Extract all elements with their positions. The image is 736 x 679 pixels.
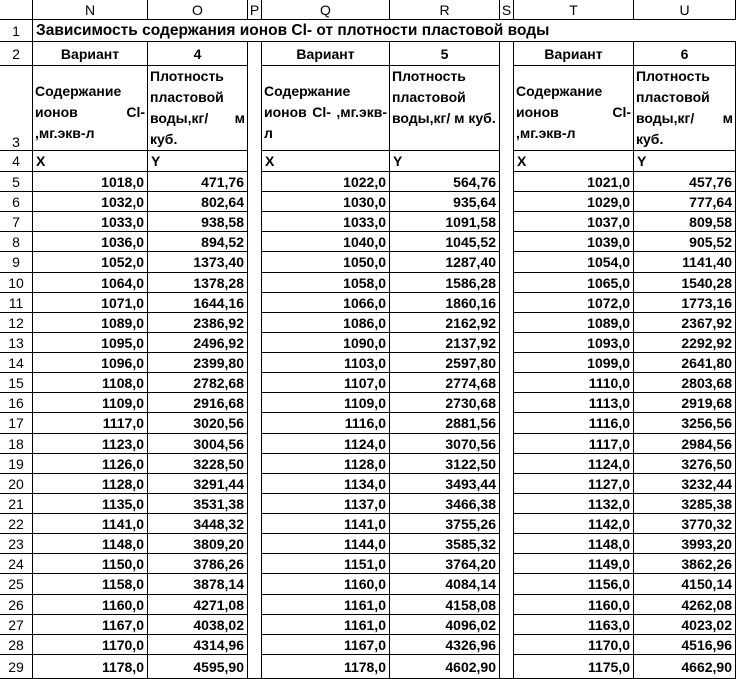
- y-value-cell[interactable]: 3256,56: [634, 413, 736, 433]
- x-value-cell[interactable]: 1163,0: [514, 615, 634, 635]
- y-header-cell[interactable]: Плотность пластовой воды,кг/ м куб.: [148, 66, 248, 151]
- row-header-14[interactable]: 14: [0, 353, 33, 373]
- y-value-cell[interactable]: 3448,32: [148, 514, 248, 534]
- x-value-cell[interactable]: 1178,0: [33, 655, 148, 679]
- x-value-cell[interactable]: 1150,0: [33, 554, 148, 574]
- y-value-cell[interactable]: 3232,44: [634, 474, 736, 494]
- x-value-cell[interactable]: 1029,0: [514, 192, 634, 212]
- x-axis-cell[interactable]: X: [33, 151, 148, 172]
- x-value-cell[interactable]: 1148,0: [514, 534, 634, 554]
- y-value-cell[interactable]: 894,52: [148, 232, 248, 252]
- x-value-cell[interactable]: 1160,0: [514, 595, 634, 615]
- x-value-cell[interactable]: 1127,0: [514, 474, 634, 494]
- x-value-cell[interactable]: 1128,0: [33, 474, 148, 494]
- y-value-cell[interactable]: 4158,08: [390, 595, 500, 615]
- row-header-4[interactable]: 4: [0, 151, 33, 172]
- row-header-1[interactable]: 1: [0, 20, 33, 42]
- x-value-cell[interactable]: 1161,0: [262, 615, 390, 635]
- x-value-cell[interactable]: 1037,0: [514, 212, 634, 232]
- x-value-cell[interactable]: 1022,0: [262, 172, 390, 192]
- row-header-17[interactable]: 17: [0, 413, 33, 433]
- y-value-cell[interactable]: 1540,28: [634, 273, 736, 293]
- x-value-cell[interactable]: 1161,0: [262, 595, 390, 615]
- x-value-cell[interactable]: 1160,0: [33, 595, 148, 615]
- x-value-cell[interactable]: 1086,0: [262, 313, 390, 333]
- row-header-27[interactable]: 27: [0, 615, 33, 635]
- x-value-cell[interactable]: 1116,0: [514, 413, 634, 433]
- y-value-cell[interactable]: 3755,26: [390, 514, 500, 534]
- x-axis-cell[interactable]: X: [262, 151, 390, 172]
- x-value-cell[interactable]: 1117,0: [33, 413, 148, 433]
- y-value-cell[interactable]: 2137,92: [390, 333, 500, 353]
- x-value-cell[interactable]: 1103,0: [262, 353, 390, 373]
- y-value-cell[interactable]: 2984,56: [634, 434, 736, 454]
- row-header-6[interactable]: 6: [0, 192, 33, 212]
- x-value-cell[interactable]: 1167,0: [33, 615, 148, 635]
- x-value-cell[interactable]: 1018,0: [33, 172, 148, 192]
- column-header-u[interactable]: U: [634, 0, 736, 20]
- column-header-s[interactable]: S: [500, 0, 514, 20]
- y-value-cell[interactable]: 1045,52: [390, 232, 500, 252]
- x-value-cell[interactable]: 1124,0: [514, 454, 634, 474]
- y-value-cell[interactable]: 2292,92: [634, 333, 736, 353]
- y-value-cell[interactable]: 1287,40: [390, 252, 500, 272]
- x-value-cell[interactable]: 1089,0: [514, 313, 634, 333]
- y-value-cell[interactable]: 4096,02: [390, 615, 500, 635]
- x-value-cell[interactable]: 1021,0: [514, 172, 634, 192]
- column-header-q[interactable]: Q: [262, 0, 390, 20]
- x-value-cell[interactable]: 1110,0: [514, 373, 634, 393]
- y-value-cell[interactable]: 3291,44: [148, 474, 248, 494]
- row-header-18[interactable]: 18: [0, 434, 33, 454]
- y-value-cell[interactable]: 3122,50: [390, 454, 500, 474]
- x-value-cell[interactable]: 1135,0: [33, 494, 148, 514]
- y-value-cell[interactable]: 4084,14: [390, 574, 500, 594]
- y-value-cell[interactable]: 4662,90: [634, 655, 736, 679]
- x-value-cell[interactable]: 1134,0: [262, 474, 390, 494]
- y-value-cell[interactable]: 1773,16: [634, 293, 736, 313]
- x-value-cell[interactable]: 1116,0: [262, 413, 390, 433]
- x-value-cell[interactable]: 1052,0: [33, 252, 148, 272]
- y-axis-cell[interactable]: Y: [148, 151, 248, 172]
- variant-number-cell[interactable]: 5: [390, 42, 500, 66]
- y-header-cell[interactable]: Плотность пластовой воды,кг/ м куб.: [390, 66, 500, 151]
- y-value-cell[interactable]: 2782,68: [148, 373, 248, 393]
- y-value-cell[interactable]: 4314,96: [148, 635, 248, 655]
- row-header-12[interactable]: 12: [0, 313, 33, 333]
- x-header-cell[interactable]: Содержание ионов Cl- ,мг.экв-л: [262, 66, 390, 151]
- x-value-cell[interactable]: 1107,0: [262, 373, 390, 393]
- x-value-cell[interactable]: 1071,0: [33, 293, 148, 313]
- y-value-cell[interactable]: 4262,08: [634, 595, 736, 615]
- column-header-n[interactable]: N: [33, 0, 148, 20]
- y-value-cell[interactable]: 1860,16: [390, 293, 500, 313]
- y-value-cell[interactable]: 2919,68: [634, 393, 736, 413]
- y-value-cell[interactable]: 4023,02: [634, 615, 736, 635]
- y-value-cell[interactable]: 3004,56: [148, 434, 248, 454]
- x-value-cell[interactable]: 1066,0: [262, 293, 390, 313]
- y-value-cell[interactable]: 4271,08: [148, 595, 248, 615]
- x-value-cell[interactable]: 1178,0: [262, 655, 390, 679]
- x-value-cell[interactable]: 1109,0: [33, 393, 148, 413]
- y-value-cell[interactable]: 3285,38: [634, 494, 736, 514]
- y-value-cell[interactable]: 471,76: [148, 172, 248, 192]
- y-value-cell[interactable]: 2730,68: [390, 393, 500, 413]
- y-value-cell[interactable]: 2386,92: [148, 313, 248, 333]
- sheet-title[interactable]: Зависимость содержания ионов Cl- от плотности пластовой воды: [33, 20, 736, 42]
- y-value-cell[interactable]: 2367,92: [634, 313, 736, 333]
- x-value-cell[interactable]: 1175,0: [514, 655, 634, 679]
- y-value-cell[interactable]: 1091,58: [390, 212, 500, 232]
- row-header-24[interactable]: 24: [0, 554, 33, 574]
- row-header-29[interactable]: 29: [0, 655, 33, 679]
- column-header-r[interactable]: R: [390, 0, 500, 20]
- x-value-cell[interactable]: 1142,0: [514, 514, 634, 534]
- variant-number-cell[interactable]: 6: [634, 42, 736, 66]
- x-value-cell[interactable]: 1108,0: [33, 373, 148, 393]
- x-value-cell[interactable]: 1141,0: [262, 514, 390, 534]
- row-header-23[interactable]: 23: [0, 534, 33, 554]
- x-value-cell[interactable]: 1170,0: [33, 635, 148, 655]
- row-header-21[interactable]: 21: [0, 494, 33, 514]
- row-header-28[interactable]: 28: [0, 635, 33, 655]
- x-value-cell[interactable]: 1039,0: [514, 232, 634, 252]
- variant-number-cell[interactable]: 4: [148, 42, 248, 66]
- row-header-7[interactable]: 7: [0, 212, 33, 232]
- x-value-cell[interactable]: 1054,0: [514, 252, 634, 272]
- x-value-cell[interactable]: 1151,0: [262, 554, 390, 574]
- y-value-cell[interactable]: 1586,28: [390, 273, 500, 293]
- y-value-cell[interactable]: 3493,44: [390, 474, 500, 494]
- x-value-cell[interactable]: 1032,0: [33, 192, 148, 212]
- x-value-cell[interactable]: 1065,0: [514, 273, 634, 293]
- row-header-2[interactable]: 2: [0, 42, 33, 66]
- x-value-cell[interactable]: 1090,0: [262, 333, 390, 353]
- select-all-corner[interactable]: [0, 0, 33, 20]
- separator-column-s[interactable]: [500, 42, 514, 679]
- y-value-cell[interactable]: 3466,38: [390, 494, 500, 514]
- y-value-cell[interactable]: 4516,96: [634, 635, 736, 655]
- y-value-cell[interactable]: 2641,80: [634, 353, 736, 373]
- y-value-cell[interactable]: 935,64: [390, 192, 500, 212]
- y-value-cell[interactable]: 3862,26: [634, 554, 736, 574]
- y-value-cell[interactable]: 4150,14: [634, 574, 736, 594]
- x-value-cell[interactable]: 1156,0: [514, 574, 634, 594]
- y-value-cell[interactable]: 3786,26: [148, 554, 248, 574]
- x-value-cell[interactable]: 1099,0: [514, 353, 634, 373]
- row-header-13[interactable]: 13: [0, 333, 33, 353]
- x-value-cell[interactable]: 1167,0: [262, 635, 390, 655]
- y-value-cell[interactable]: 2803,68: [634, 373, 736, 393]
- y-value-cell[interactable]: 2399,80: [148, 353, 248, 373]
- y-axis-cell[interactable]: Y: [634, 151, 736, 172]
- row-header-8[interactable]: 8: [0, 232, 33, 252]
- row-header-26[interactable]: 26: [0, 595, 33, 615]
- y-value-cell[interactable]: 4038,02: [148, 615, 248, 635]
- column-header-p[interactable]: P: [248, 0, 262, 20]
- row-header-9[interactable]: 9: [0, 252, 33, 272]
- x-value-cell[interactable]: 1137,0: [262, 494, 390, 514]
- y-value-cell[interactable]: 3070,56: [390, 434, 500, 454]
- x-axis-cell[interactable]: X: [514, 151, 634, 172]
- x-value-cell[interactable]: 1033,0: [33, 212, 148, 232]
- y-value-cell[interactable]: 1373,40: [148, 252, 248, 272]
- row-header-19[interactable]: 19: [0, 454, 33, 474]
- x-value-cell[interactable]: 1160,0: [262, 574, 390, 594]
- y-value-cell[interactable]: 938,58: [148, 212, 248, 232]
- y-value-cell[interactable]: 3228,50: [148, 454, 248, 474]
- x-value-cell[interactable]: 1030,0: [262, 192, 390, 212]
- y-header-cell[interactable]: Плотность пластовой воды,кг/ м куб.: [634, 66, 736, 151]
- x-value-cell[interactable]: 1117,0: [514, 434, 634, 454]
- row-header-25[interactable]: 25: [0, 574, 33, 594]
- row-header-15[interactable]: 15: [0, 373, 33, 393]
- x-value-cell[interactable]: 1128,0: [262, 454, 390, 474]
- row-header-20[interactable]: 20: [0, 474, 33, 494]
- column-header-o[interactable]: O: [148, 0, 248, 20]
- x-value-cell[interactable]: 1096,0: [33, 353, 148, 373]
- x-value-cell[interactable]: 1095,0: [33, 333, 148, 353]
- x-value-cell[interactable]: 1170,0: [514, 635, 634, 655]
- row-header-10[interactable]: 10: [0, 273, 33, 293]
- x-value-cell[interactable]: 1149,0: [514, 554, 634, 574]
- row-header-3[interactable]: 3: [0, 66, 33, 151]
- y-value-cell[interactable]: 3585,32: [390, 534, 500, 554]
- x-value-cell[interactable]: 1033,0: [262, 212, 390, 232]
- y-value-cell[interactable]: 802,64: [148, 192, 248, 212]
- y-value-cell[interactable]: 3531,38: [148, 494, 248, 514]
- y-value-cell[interactable]: 3276,50: [634, 454, 736, 474]
- y-value-cell[interactable]: 1141,40: [634, 252, 736, 272]
- x-value-cell[interactable]: 1064,0: [33, 273, 148, 293]
- y-value-cell[interactable]: 2597,80: [390, 353, 500, 373]
- x-value-cell[interactable]: 1036,0: [33, 232, 148, 252]
- x-value-cell[interactable]: 1126,0: [33, 454, 148, 474]
- y-value-cell[interactable]: 905,52: [634, 232, 736, 252]
- y-value-cell[interactable]: 3770,32: [634, 514, 736, 534]
- y-value-cell[interactable]: 564,76: [390, 172, 500, 192]
- y-value-cell[interactable]: 4595,90: [148, 655, 248, 679]
- x-value-cell[interactable]: 1124,0: [262, 434, 390, 454]
- row-header-11[interactable]: 11: [0, 293, 33, 313]
- y-value-cell[interactable]: 3878,14: [148, 574, 248, 594]
- y-value-cell[interactable]: 2881,56: [390, 413, 500, 433]
- y-value-cell[interactable]: 809,58: [634, 212, 736, 232]
- y-value-cell[interactable]: 2162,92: [390, 313, 500, 333]
- x-value-cell[interactable]: 1148,0: [33, 534, 148, 554]
- y-value-cell[interactable]: 2916,68: [148, 393, 248, 413]
- y-value-cell[interactable]: 2774,68: [390, 373, 500, 393]
- variant-label-cell[interactable]: Вариант: [33, 42, 148, 66]
- separator-column-p[interactable]: [248, 42, 262, 679]
- y-value-cell[interactable]: 3020,56: [148, 413, 248, 433]
- x-header-cell[interactable]: Содержание ионов Cl- ,мг.экв-л: [514, 66, 634, 151]
- x-value-cell[interactable]: 1058,0: [262, 273, 390, 293]
- y-value-cell[interactable]: 3764,20: [390, 554, 500, 574]
- row-header-5[interactable]: 5: [0, 172, 33, 192]
- y-value-cell[interactable]: 3809,20: [148, 534, 248, 554]
- y-axis-cell[interactable]: Y: [390, 151, 500, 172]
- x-value-cell[interactable]: 1141,0: [33, 514, 148, 534]
- x-value-cell[interactable]: 1050,0: [262, 252, 390, 272]
- y-value-cell[interactable]: 4602,90: [390, 655, 500, 679]
- y-value-cell[interactable]: 2496,92: [148, 333, 248, 353]
- column-header-t[interactable]: T: [514, 0, 634, 20]
- x-value-cell[interactable]: 1158,0: [33, 574, 148, 594]
- x-value-cell[interactable]: 1113,0: [514, 393, 634, 413]
- x-value-cell[interactable]: 1123,0: [33, 434, 148, 454]
- y-value-cell[interactable]: 457,76: [634, 172, 736, 192]
- y-value-cell[interactable]: 3993,20: [634, 534, 736, 554]
- x-header-cell[interactable]: Содержание ионов Cl- ,мг.экв-л: [33, 66, 148, 151]
- variant-label-cell[interactable]: Вариант: [262, 42, 390, 66]
- y-value-cell[interactable]: 1378,28: [148, 273, 248, 293]
- x-value-cell[interactable]: 1132,0: [514, 494, 634, 514]
- row-header-22[interactable]: 22: [0, 514, 33, 534]
- x-value-cell[interactable]: 1040,0: [262, 232, 390, 252]
- y-value-cell[interactable]: 777,64: [634, 192, 736, 212]
- y-value-cell[interactable]: 4326,96: [390, 635, 500, 655]
- variant-label-cell[interactable]: Вариант: [514, 42, 634, 66]
- y-value-cell[interactable]: 1644,16: [148, 293, 248, 313]
- row-header-16[interactable]: 16: [0, 393, 33, 413]
- x-value-cell[interactable]: 1144,0: [262, 534, 390, 554]
- x-value-cell[interactable]: 1089,0: [33, 313, 148, 333]
- x-value-cell[interactable]: 1109,0: [262, 393, 390, 413]
- x-value-cell[interactable]: 1072,0: [514, 293, 634, 313]
- x-value-cell[interactable]: 1093,0: [514, 333, 634, 353]
